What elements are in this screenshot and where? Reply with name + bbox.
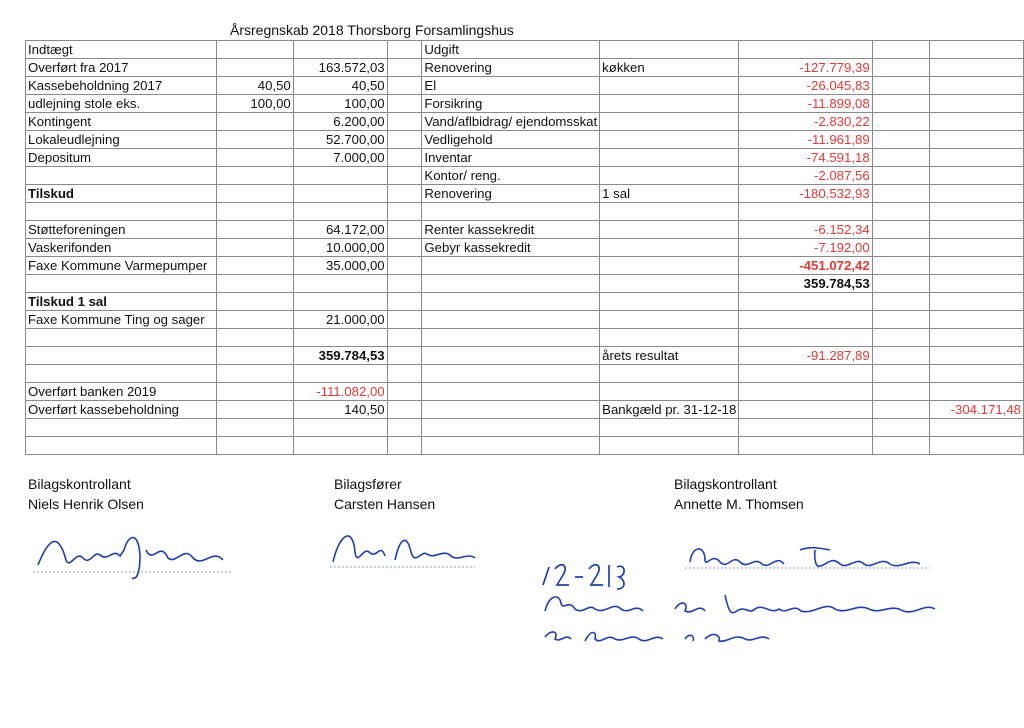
table-cell [739, 437, 872, 455]
table-cell: 52.700,00 [293, 131, 387, 149]
table-cell [217, 347, 293, 365]
table-cell [600, 41, 739, 59]
right-role: Bilagskontrollant [674, 476, 777, 492]
table-cell [739, 401, 872, 419]
table-cell [387, 113, 422, 131]
table-cell [387, 365, 422, 383]
table-cell [872, 437, 929, 455]
handwritten-signature-right [680, 540, 935, 575]
table-cell: Inventar [422, 149, 600, 167]
table-cell [422, 365, 600, 383]
table-cell [872, 185, 929, 203]
table-cell [217, 383, 293, 401]
table-cell [600, 131, 739, 149]
table-cell [387, 329, 422, 347]
table-cell: 359.784,53 [293, 347, 387, 365]
table-cell [739, 365, 872, 383]
table-cell [600, 383, 739, 401]
table-cell [872, 257, 929, 275]
table-row [26, 437, 1024, 455]
table-cell: -26.045,83 [739, 77, 872, 95]
table-cell [739, 419, 872, 437]
table-cell [872, 293, 929, 311]
table-cell [600, 77, 739, 95]
table-cell [422, 401, 600, 419]
table-cell [422, 329, 600, 347]
table-cell [26, 437, 217, 455]
table-cell: Faxe Kommune Varmepumper [26, 257, 217, 275]
table-cell [930, 59, 1024, 77]
table-cell: Bankgæld pr. 31-12-18 [600, 401, 739, 419]
table-cell [422, 347, 600, 365]
table-cell: El [422, 77, 600, 95]
table-cell: Tilskud 1 sal [26, 293, 217, 311]
table-row [26, 221, 1024, 239]
table-cell: Indtægt [26, 41, 217, 59]
table-cell [422, 311, 600, 329]
table-cell [293, 203, 387, 221]
table-cell: Kassebeholdning 2017 [26, 77, 217, 95]
table-cell: -2.830,22 [739, 113, 872, 131]
table-row [26, 59, 1024, 77]
table-cell: -91.287,89 [739, 347, 872, 365]
table-cell [422, 257, 600, 275]
table-cell [600, 329, 739, 347]
middle-role: Bilagsfører [334, 476, 402, 492]
table-cell [930, 311, 1024, 329]
table-cell [600, 311, 739, 329]
table-cell [387, 149, 422, 167]
table-cell [26, 347, 217, 365]
table-cell [217, 329, 293, 347]
table-cell: -6.152,34 [739, 221, 872, 239]
table-row [26, 77, 1024, 95]
table-cell [217, 131, 293, 149]
table-cell [387, 41, 422, 59]
table-cell [422, 203, 600, 221]
table-cell: -11.899,08 [739, 95, 872, 113]
table-cell [293, 329, 387, 347]
table-row [26, 311, 1024, 329]
table-cell [739, 329, 872, 347]
table-cell [217, 59, 293, 77]
table-cell [217, 293, 293, 311]
table-cell: Lokaleudlejning [26, 131, 217, 149]
table-cell [387, 221, 422, 239]
table-cell: Kontingent [26, 113, 217, 131]
table-cell [387, 185, 422, 203]
table-cell: Vedligehold [422, 131, 600, 149]
table-cell [600, 149, 739, 167]
table-cell [930, 95, 1024, 113]
table-cell [930, 41, 1024, 59]
table-cell [930, 365, 1024, 383]
table-cell: 163.572,03 [293, 59, 387, 77]
table-cell [930, 329, 1024, 347]
table-cell [217, 167, 293, 185]
signature-block-right [674, 474, 804, 514]
table-cell [422, 275, 600, 293]
table-cell [739, 383, 872, 401]
table-cell [293, 293, 387, 311]
table-cell [217, 365, 293, 383]
table-cell [387, 383, 422, 401]
table-cell [872, 77, 929, 95]
table-row [26, 383, 1024, 401]
table-row [26, 347, 1024, 365]
table-cell [217, 311, 293, 329]
table-cell: -2.087,56 [739, 167, 872, 185]
table-cell [872, 419, 929, 437]
table-row [26, 329, 1024, 347]
table-cell: årets resultat [600, 347, 739, 365]
table-cell [26, 167, 217, 185]
table-cell [387, 311, 422, 329]
table-cell [930, 113, 1024, 131]
table-cell [293, 365, 387, 383]
accounts-table [25, 40, 1024, 455]
left-name: Niels Henrik Olsen [28, 496, 144, 512]
table-cell [387, 275, 422, 293]
table-cell [600, 275, 739, 293]
table-row [26, 275, 1024, 293]
table-cell [387, 59, 422, 77]
table-cell: 35.000,00 [293, 257, 387, 275]
table-row [26, 239, 1024, 257]
table-cell [930, 347, 1024, 365]
table-cell: Overført kassebeholdning [26, 401, 217, 419]
right-name: Annette M. Thomsen [674, 496, 804, 512]
table-cell [872, 95, 929, 113]
table-cell [600, 239, 739, 257]
table-cell [293, 275, 387, 293]
table-cell [217, 221, 293, 239]
table-cell: 100,00 [293, 95, 387, 113]
table-cell [930, 419, 1024, 437]
table-cell [26, 329, 217, 347]
table-cell [600, 419, 739, 437]
table-row [26, 131, 1024, 149]
table-cell [872, 275, 929, 293]
table-cell [600, 293, 739, 311]
table-cell [930, 203, 1024, 221]
table-cell [600, 365, 739, 383]
table-cell [387, 203, 422, 221]
table-cell [387, 401, 422, 419]
table-row [26, 185, 1024, 203]
table-cell [872, 149, 929, 167]
table-cell: Renovering [422, 185, 600, 203]
table-row [26, 401, 1024, 419]
table-cell [387, 239, 422, 257]
table-cell: køkken [600, 59, 739, 77]
table-cell: Gebyr kassekredit [422, 239, 600, 257]
table-cell [422, 437, 600, 455]
table-cell [872, 329, 929, 347]
table-row [26, 293, 1024, 311]
table-cell [26, 365, 217, 383]
table-cell: Vand/aflbidrag/ ejendomsskat [422, 113, 600, 131]
table-cell [26, 419, 217, 437]
table-cell: Forsikring [422, 95, 600, 113]
table-cell [872, 365, 929, 383]
table-row [26, 203, 1024, 221]
table-cell: Overført fra 2017 [26, 59, 217, 77]
table-cell [872, 239, 929, 257]
table-cell [872, 113, 929, 131]
table-cell: Depositum [26, 149, 217, 167]
table-cell: Faxe Kommune Ting og sager [26, 311, 217, 329]
table-cell [739, 203, 872, 221]
table-cell [422, 419, 600, 437]
table-cell [217, 149, 293, 167]
table-cell: Renter kassekredit [422, 221, 600, 239]
table-cell [217, 203, 293, 221]
table-cell [217, 419, 293, 437]
table-cell: -111.082,00 [293, 383, 387, 401]
table-row [26, 41, 1024, 59]
table-cell: Kontor/ reng. [422, 167, 600, 185]
table-cell: 10.000,00 [293, 239, 387, 257]
table-cell: -11.961,89 [739, 131, 872, 149]
handwritten-signature-middle [325, 522, 485, 577]
table-cell [387, 419, 422, 437]
table-cell: -127.779,39 [739, 59, 872, 77]
table-cell: Udgift [422, 41, 600, 59]
table-cell [872, 203, 929, 221]
table-cell: 40,50 [293, 77, 387, 95]
table-cell [872, 221, 929, 239]
table-cell: 7.000,00 [293, 149, 387, 167]
table-cell [930, 167, 1024, 185]
table-cell: -74.591,18 [739, 149, 872, 167]
table-cell [293, 419, 387, 437]
report-title: Årsregnskab 2018 Thorsborg Forsamlingshus [230, 22, 514, 38]
table-cell [930, 149, 1024, 167]
table-cell: udlejning stole eks. [26, 95, 217, 113]
table-cell [422, 293, 600, 311]
table-cell [739, 41, 872, 59]
table-cell: 359.784,53 [739, 275, 872, 293]
signature-block-left [28, 474, 144, 514]
table-cell: -7.192,00 [739, 239, 872, 257]
table-row [26, 167, 1024, 185]
table-cell [217, 257, 293, 275]
table-cell [293, 185, 387, 203]
table-cell [872, 167, 929, 185]
table-cell [217, 185, 293, 203]
table-cell [293, 437, 387, 455]
table-cell [387, 347, 422, 365]
signature-block-middle [334, 474, 435, 514]
table-cell [293, 167, 387, 185]
table-cell: 64.172,00 [293, 221, 387, 239]
table-row [26, 365, 1024, 383]
table-cell: -180.532,93 [739, 185, 872, 203]
table-cell [387, 257, 422, 275]
table-cell [872, 347, 929, 365]
table-cell: 21.000,00 [293, 311, 387, 329]
table-cell [293, 41, 387, 59]
table-cell [26, 275, 217, 293]
table-cell [872, 59, 929, 77]
table-cell: -304.171,48 [930, 401, 1024, 419]
table-row [26, 95, 1024, 113]
table-cell [872, 311, 929, 329]
table-cell: Tilskud [26, 185, 217, 203]
table-cell [217, 275, 293, 293]
handwritten-signature-left [28, 520, 238, 580]
table-cell: Vaskerifonden [26, 239, 217, 257]
table-cell [217, 239, 293, 257]
table-cell [422, 383, 600, 401]
table-cell [930, 185, 1024, 203]
table-cell [600, 95, 739, 113]
table-cell [930, 257, 1024, 275]
table-cell: Renovering [422, 59, 600, 77]
table-cell: 6.200,00 [293, 113, 387, 131]
table-cell: Støtteforeningen [26, 221, 217, 239]
table-cell: 100,00 [217, 95, 293, 113]
table-cell [600, 113, 739, 131]
table-cell [930, 131, 1024, 149]
table-cell [600, 221, 739, 239]
table-cell: Overført banken 2019 [26, 383, 217, 401]
table-cell [387, 167, 422, 185]
table-row [26, 149, 1024, 167]
table-cell [217, 113, 293, 131]
table-cell [26, 203, 217, 221]
table-cell [387, 437, 422, 455]
table-cell [930, 77, 1024, 95]
table-cell [600, 437, 739, 455]
table-cell [739, 293, 872, 311]
table-cell [387, 77, 422, 95]
table-cell [872, 41, 929, 59]
table-cell: 1 sal [600, 185, 739, 203]
table-cell [217, 437, 293, 455]
table-cell [387, 131, 422, 149]
table-cell [930, 437, 1024, 455]
table-cell [387, 95, 422, 113]
table-cell [930, 275, 1024, 293]
table-cell [872, 383, 929, 401]
table-cell [739, 311, 872, 329]
table-cell [217, 401, 293, 419]
table-cell [600, 167, 739, 185]
table-cell [930, 239, 1024, 257]
table-cell [872, 401, 929, 419]
table-cell: 40,50 [217, 77, 293, 95]
table-row [26, 419, 1024, 437]
table-cell: 140,50 [293, 401, 387, 419]
table-cell: -451.072,42 [739, 257, 872, 275]
table-row [26, 257, 1024, 275]
middle-name: Carsten Hansen [334, 496, 436, 512]
table-cell [930, 293, 1024, 311]
handwritten-note [535, 585, 955, 655]
table-cell [872, 131, 929, 149]
table-cell [930, 221, 1024, 239]
table-cell [217, 41, 293, 59]
left-role: Bilagskontrollant [28, 476, 131, 492]
table-cell [387, 293, 422, 311]
table-row [26, 113, 1024, 131]
table-cell [600, 257, 739, 275]
table-cell [600, 203, 739, 221]
table-cell [930, 383, 1024, 401]
